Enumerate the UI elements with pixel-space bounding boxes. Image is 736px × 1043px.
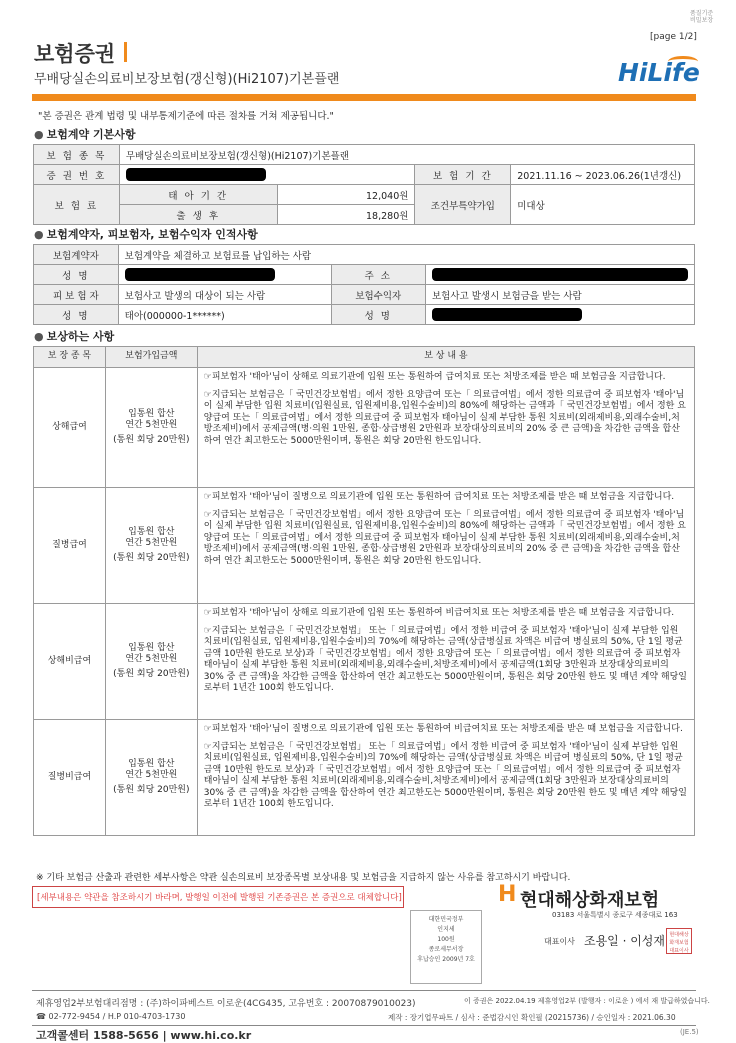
footer-divider [32, 990, 696, 991]
revenue-stamp-box: 대한민국정부 인지세 100원 종로세무서장 후납승인 2009년 7호 [410, 910, 482, 984]
agency-contact: ☎ 02-772-9454 / H.P 010-4703-1730 [36, 1012, 186, 1021]
section-benefits-title: ● 보상하는 사항 [34, 330, 115, 343]
fetal-period-value: 12,040원 [277, 185, 415, 205]
holder-desc: 보험계약을 체결하고 보험료를 납입하는 사람 [118, 245, 694, 265]
beneficiary-name-value [425, 305, 694, 325]
benefit-content: ☞피보험자 '태아'님이 상해로 의료기관에 입원 또는 통원하여 비급여치료 또는 처방조제를 받은 때 보험금을 지급합니다. ☞지급되는 보험금은「 국민건강보험법」 또는「 의료급여법」에서 정한 비급여 중 피보험자 '태아'님이 실제 부담한 입원 치료비(입원실료, 입원제비용,입원수술비)의 70%에 해당하는 금액(상급병실료 차액은 비급여 병실료의 50%, 단 1일 평균금액 10만원 한도로 보상)과「 국민건강보험법」에서 정한 요양급여 또는「 의료급여법」에서 정한 의료급여 중 피보험자 태아님이 실제 부담한 통원 치료비(외래제비용,외래수술비,처방조제비)에서 공제금액(1회당 3만원과 보장대상의료비의 30% 중 큰 금액)을 차감한 금액을 합산하여 연간 최고한도는 5000만원이며, 통원은 회당 20만원 한도 및 매년 계약 해당일로부터 1년간 100회 한도입니다. [197, 604, 694, 720]
contract-table [33, 144, 695, 225]
benefit-type: 상해급여 [34, 368, 106, 488]
bullet-icon: ● [34, 228, 44, 241]
insured-name-value: 태아(000000-1******) [118, 305, 331, 325]
bullet-icon: ● [34, 128, 44, 141]
logo-swoosh-icon [668, 56, 698, 67]
redacted-block [125, 268, 275, 281]
after-birth-label: 출 생 후 [119, 205, 277, 225]
benefit-amount: 입통원 합산 연간 5천만원 (통원 회당 20만원) [105, 604, 197, 720]
redacted-block [432, 308, 582, 321]
col-content-header: 보 상 내 용 [197, 347, 694, 368]
condition-value: 미대상 [511, 185, 695, 225]
ceo-label: 대표이사 [544, 937, 575, 946]
product-value: 무배당실손의료비보장보험(갱신형)(Hi2107)기본플랜 [119, 145, 694, 165]
table-row [34, 720, 695, 836]
benefits-table [33, 346, 695, 836]
benefit-content: ☞피보험자 '태아'님이 질병으로 의료기관에 입원 또는 통원하여 비급여치료 또는 처방조제를 받은 때 보험금을 지급합니다. ☞지급되는 보험금은「 국민건강보험법」 또는「 의료급여법」에서 정한 비급여 중 피보험자 '태아'님이 실제 부담한 입원 치료비(입원실료, 입원제비용,입원수술비)의 70%에 해당하는 금액(상급병실료 차액은 비급여 병실료의 50%, 단 1일 평균금액 10만원 한도로 보상)과「 국민건강보험법」에서 정한 요양급여 또는「 의료급여법」에서 정한 의료급여 중 피보험자 태아님이 실제 부담한 통원 치료비(외래제비용,외래수술비,처방조제비)에서 공제금액(1회당 3만원과 보장대상의료비의 30% 중 큰 금액)을 차감한 금액을 합산하여 연간 최고한도는 5000만원이며, 통원은 회당 20만원 한도 및 매년 계약 해당일로부터 1년간 100회 한도입니다. [197, 720, 694, 836]
benefit-content: ☞피보험자 '태아'님이 질병으로 의료기관에 입원 또는 통원하여 급여치료 또는 처방조제를 받은 때 보험금을 지급합니다. ☞지급되는 보험금은「 국민건강보험법」에서 정한 요양급여 또는「 의료급여법」에서 정한 의료급여 중 피보험자 '태아'님이 실제 부담한 입원 치료비(입원실료, 입원제비용,입원수술비)의 80%에 해당하는 금액과「 국민건강보험법」에서 정한 요양급여 또는「 의료급여법」에서 정한 의료급여 중 피보험자 태아님이 실제 부담한 통원 치료비(외래제비용,외래수술비,처방조제비)에서 공제금액(병·의원 1만원, 종합·상급병원 2만원과 보장대상의료비의 20% 중 큰 금액)을 차감한 금액을 합산하여 연간 최고한도는 5000만원이며, 통원은 회당 20만원 한도입니다. [197, 488, 694, 604]
fetal-period-label: 태 아 기 간 [119, 185, 277, 205]
beneficiary-name-label: 성 명 [331, 305, 425, 325]
table-row [34, 604, 695, 720]
agency-info: 제휴영업2부보험대리점명 : (주)하이파베스트 이로운(4CG435, 고유번호 : 20070879010023) [36, 999, 416, 1009]
bottom-mark: (JE.5) [680, 1028, 699, 1036]
redacted-block [126, 168, 266, 181]
address-value [425, 265, 694, 285]
benefit-type: 질병비급여 [34, 720, 106, 836]
print-info: 제작 : 장기업무파트 / 심사 : 준법감시인 확인필 (20215736) / 승인일자 : 2021.06.30 [388, 1013, 676, 1022]
benefit-amount: 입통원 합산 연간 5천만원 (통원 회당 20만원) [105, 488, 197, 604]
insured-desc: 보험사고 발생의 대상이 되는 사람 [118, 285, 331, 305]
benefit-type: 상해비급여 [34, 604, 106, 720]
call-center: 고객콜센터 1588-5656 | www.hi.co.kr [36, 1029, 252, 1042]
policy-number-value [119, 165, 415, 185]
holder-label: 보험계약자 [34, 245, 119, 265]
company-seal-stamp: 현대해상 화재보험 대표이사 [666, 928, 692, 954]
ceo-names: 조용일 · 이성재 [584, 934, 665, 948]
period-label: 보 험 기 간 [415, 165, 511, 185]
benefit-type: 질병급여 [34, 488, 106, 604]
page-number: [page 1/2] [650, 32, 697, 42]
beneficiary-label: 보험수익자 [331, 285, 425, 305]
condition-label: 조건부특약가입 [415, 185, 511, 225]
product-label: 보 험 종 목 [34, 145, 120, 165]
product-subtitle: 무배당실손의료비보장보험(갱신형)(Hi2107)기본플랜 [34, 72, 340, 87]
company-address: 03183 서울특별시 종로구 세종대로 163 [552, 911, 678, 919]
after-birth-value: 18,280원 [277, 205, 415, 225]
title-accent-bar [124, 42, 127, 62]
insured-name-label: 성 명 [34, 305, 119, 325]
holder-name-label: 성 명 [34, 265, 119, 285]
holder-name-value [118, 265, 331, 285]
premium-label: 보 험 료 [34, 185, 120, 225]
benefit-amount: 입통원 합산 연간 5천만원 (통원 회당 20만원) [105, 720, 197, 836]
footer-divider-2 [32, 1025, 696, 1026]
footnote: ※ 기타 보험금 산출과 관련한 세부사항은 약관 실손의료비 보장종목별 보상내용 및 보험금을 지급하지 않는 사유를 참고하시기 바랍니다. [36, 873, 571, 883]
table-row [34, 488, 695, 604]
section-parties-title: ● 보험계약자, 피보험자, 보험수익자 인적사항 [34, 228, 258, 241]
procedure-notice: "본 증권은 관계 법령 및 내부통제기준에 따른 절차를 거쳐 제공됩니다." [38, 111, 334, 122]
period-value: 2021.11.16 ~ 2023.06.26(1년갱신) [511, 165, 695, 185]
page-title: 보험증권 [34, 42, 116, 66]
parties-table [33, 244, 695, 325]
redacted-block [432, 268, 688, 281]
benefit-amount: 입통원 합산 연간 5천만원 (통원 회당 20만원) [105, 368, 197, 488]
section-contract-title: ● 보험계약 기본사항 [34, 128, 136, 141]
reissue-note: 이 증권은 2022.04.19 제휴영업2부 (발행자 : 이로운 ) 에서 재 발급하였습니다. [464, 997, 710, 1005]
company-name: 현대해상화재보험 [520, 890, 660, 911]
bullet-icon: ● [34, 330, 44, 343]
header-divider [32, 94, 696, 101]
insured-label: 피 보 험 자 [34, 285, 119, 305]
col-type-header: 보 장 종 목 [34, 347, 106, 368]
col-amount-header: 보험가입금액 [105, 347, 197, 368]
address-label: 주 소 [331, 265, 425, 285]
benefit-content: ☞피보험자 '태아'님이 상해로 의료기관에 입원 또는 통원하여 급여치료 또는 처방조제를 받은 때 보험금을 지급합니다. ☞지급되는 보험금은「 국민건강보험법」에서 정한 요양급여 또는「 의료급여법」에서 정한 의료급여 중 피보험자 '태아'님이 실제 부담한 입원 치료비(입원실료, 입원제비용,입원수술비)의 80%에 해당하는 금액과「 국민건강보험법」에서 정한 요양급여 또는「 의료급여법」에서 정한 의료급여 중 피보험자 태아님이 실제 부담한 통원 치료비(외래제비용,외래수술비,처방조제비)에서 공제금액(병·의원 1만원, 종합·상급병원 2만원과 보장대상의료비의 20% 중 큰 금액)을 차감한 금액을 합산하여 연간 최고한도는 5000만원이며, 통원은 회당 20만원 한도입니다. [197, 368, 694, 488]
beneficiary-desc: 보험사고 발생시 보험금을 받는 사람 [425, 285, 694, 305]
red-notice: [세부내용은 약관을 참조하시기 바라며, 발행일 이전에 발행된 기존증권은 본 증권으로 대체합니다] [32, 886, 404, 908]
hilife-logo: HiLife [618, 58, 700, 87]
top-mark: 품질기준 비밀보장 [690, 10, 714, 24]
table-row [34, 368, 695, 488]
policy-number-label: 증 권 번 호 [34, 165, 120, 185]
company-logo-icon: H [498, 882, 517, 907]
